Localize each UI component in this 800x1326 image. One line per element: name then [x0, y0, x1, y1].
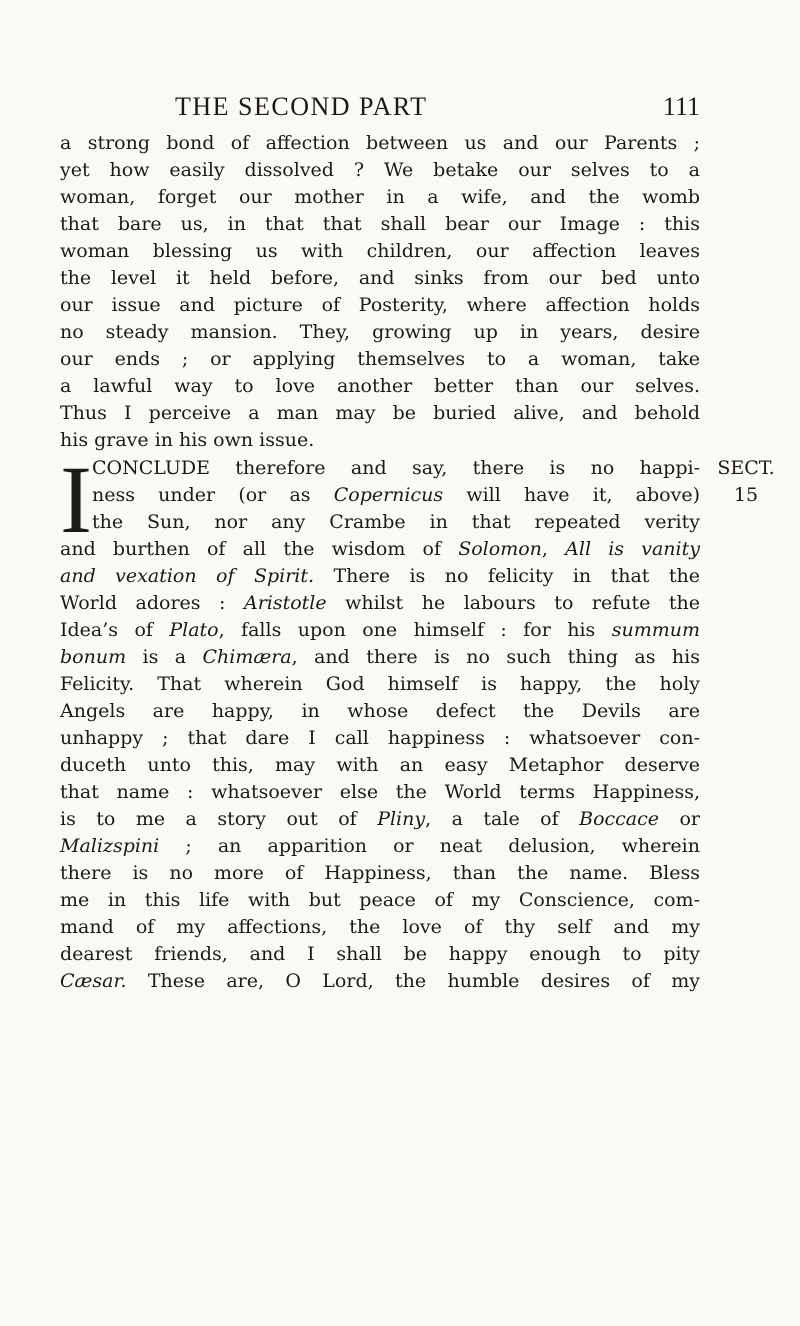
italic-name: Pliny — [377, 808, 426, 830]
text-line: our ends ; or applying themselves to a woman, take — [60, 348, 700, 370]
italic-name: Plato — [169, 619, 219, 641]
text-line: there is no more of Happiness, than the name. Bless — [60, 862, 700, 884]
text-line: duceth unto this, may with an easy Metaphor deserve — [60, 754, 700, 776]
italic-term: Chimæra — [202, 646, 292, 668]
italic-name: Aristotle — [243, 592, 327, 614]
text-line: woman, forget our mother in a wife, and the womb — [60, 186, 700, 208]
text-line: the level it held before, and sinks from our bed unto — [60, 267, 700, 289]
text-line: his grave in his own issue. — [60, 429, 315, 451]
section-label: SECT. — [717, 457, 775, 479]
page-header — [60, 92, 700, 132]
italic-name: Copernicus — [333, 484, 444, 506]
italic-name: Malizspini — [60, 835, 160, 857]
section-number: 15 — [733, 484, 759, 506]
italic-term: bonum — [60, 646, 127, 668]
text-line: no steady mansion. They, growing up in years, desire — [60, 321, 700, 343]
italic-name: Cæsar. — [60, 970, 127, 992]
text-line: Idea’s of Plato, falls upon one himself : for his summum — [60, 619, 700, 641]
text-line: the Sun, nor any Crambe in that repeated verity — [92, 511, 700, 533]
page-number: 111 — [662, 92, 700, 121]
text-line: ness under (or as Copernicus will have it, above) — [92, 484, 700, 506]
italic-name: Solomon — [458, 538, 542, 560]
text-line: is to me a story out of Pliny, a tale of Boccace or — [60, 808, 701, 830]
text-line: a strong bond of affection between us and our Parents ; — [60, 132, 700, 154]
paragraph-2 — [60, 446, 701, 995]
italic-quote: All is vanity — [565, 538, 700, 560]
italic-term: summum — [611, 619, 700, 641]
text-line: and vexation of Spirit. There is no felicity in that the — [60, 565, 700, 587]
section-marginal-note — [706, 455, 786, 509]
drop-cap: I — [60, 446, 92, 553]
italic-name: Boccace — [579, 808, 660, 830]
text-line: our issue and picture of Posterity, where affection holds — [60, 294, 700, 316]
text-line: CONCLUDE therefore and say, there is no happi- — [92, 457, 700, 479]
paragraph-1 — [60, 130, 700, 454]
text-line: a lawful way to love another better than our selves. — [60, 375, 700, 397]
text-line: bonum is a Chimæra, and there is no such thing as his — [60, 646, 700, 668]
text-line: mand of my affections, the love of thy self and my — [60, 916, 700, 938]
text-line: woman blessing us with children, our affection leaves — [60, 240, 700, 262]
text-line: that name : whatsoever else the World terms Happiness, — [60, 781, 700, 803]
text-line: unhappy ; that dare I call happiness : whatsoever con- — [60, 727, 700, 749]
text-line: dearest friends, and I shall be happy enough to pity — [60, 943, 700, 965]
text-line: Felicity. That wherein God himself is happy, the holy — [60, 673, 700, 695]
text-line: Angels are happy, in whose defect the Devils are — [60, 700, 700, 722]
text-line: me in this life with but peace of my Conscience, com- — [60, 889, 700, 911]
text-line: World adores : Aristotle whilst he labours to refute the — [60, 592, 701, 614]
text-line: and burthen of all the wisdom of Solomon, All is vanity — [60, 538, 700, 560]
text-line: Malizspini ; an apparition or neat delusion, wherein — [60, 835, 700, 857]
running-head: THE SECOND PART — [175, 92, 428, 121]
text-line: that bare us, in that that shall bear our Image : this — [60, 213, 700, 235]
text-line: yet how easily dissolved ? We betake our selves to a — [60, 159, 700, 181]
italic-quote: and vexation of Spirit. — [60, 565, 315, 587]
text-line: Cæsar. These are, O Lord, the humble desires of my — [60, 970, 700, 992]
text-line: Thus I perceive a man may be buried alive, and behold — [60, 402, 700, 424]
